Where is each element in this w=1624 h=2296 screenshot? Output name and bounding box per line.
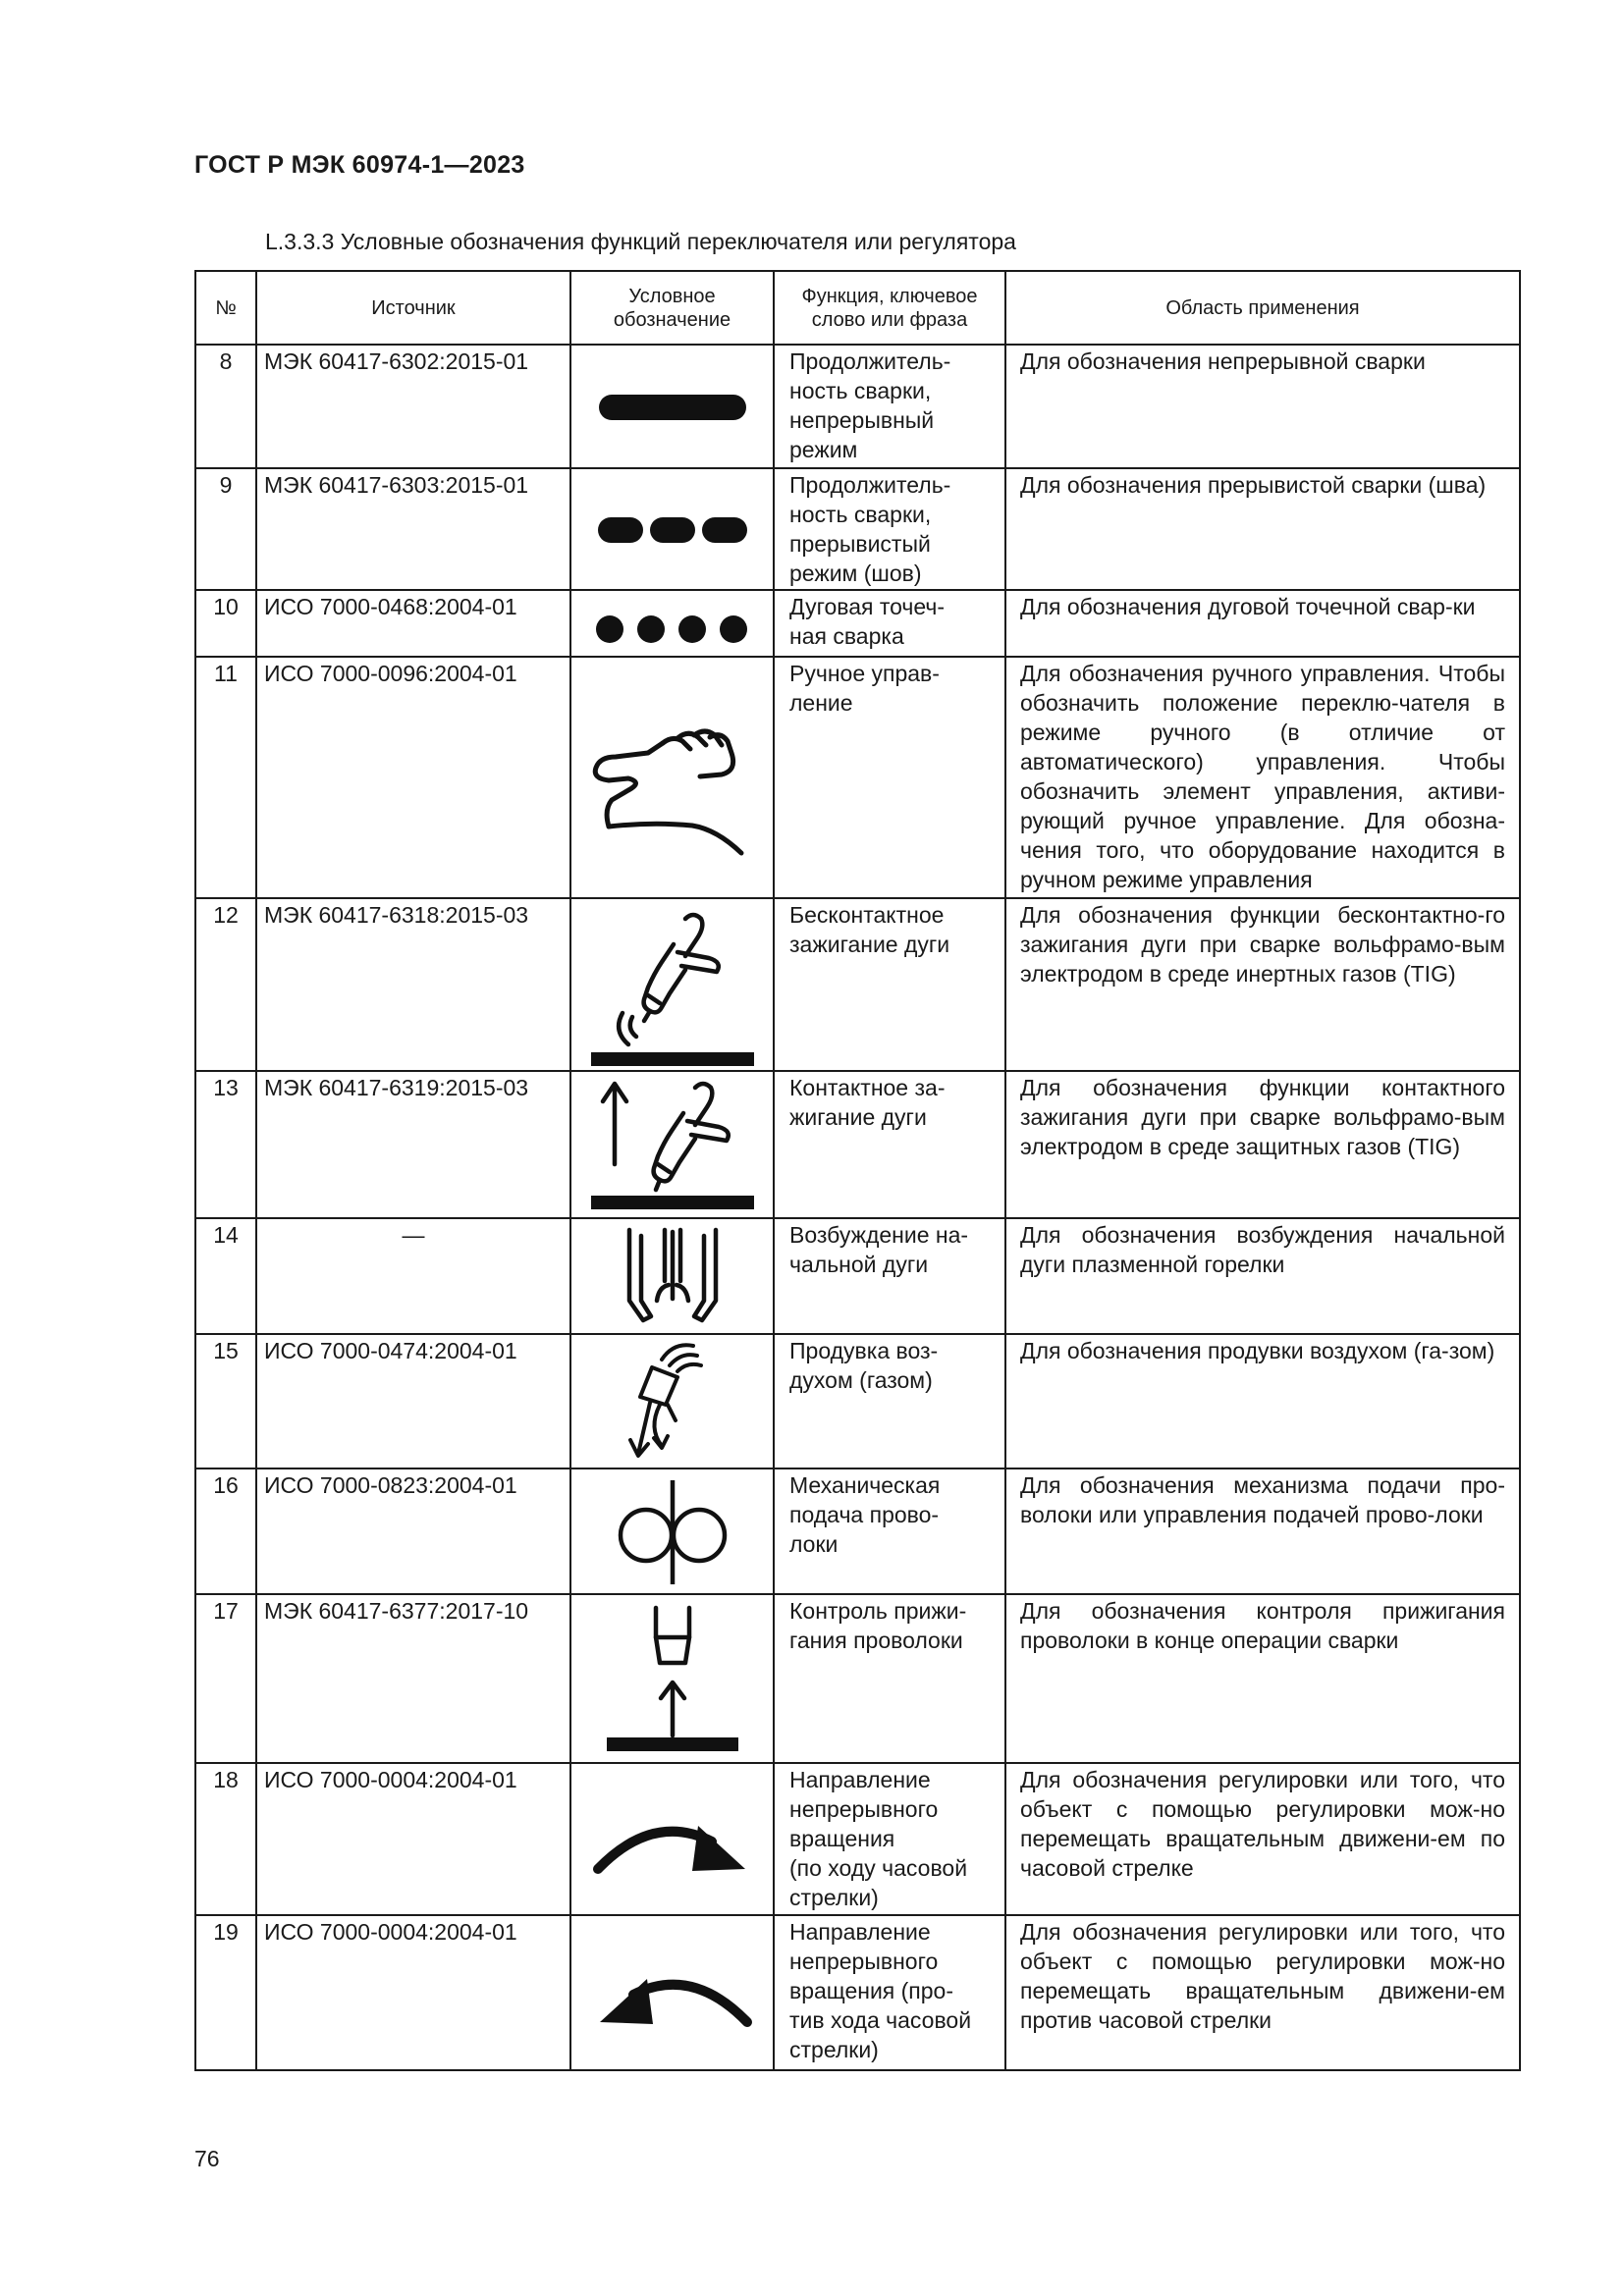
table-row <box>195 590 1520 657</box>
contact-arc-ignition-icon <box>579 1074 766 1216</box>
row-number: 11 <box>195 657 256 898</box>
row-source: ИСО 7000-0823:2004-01 <box>256 1468 570 1594</box>
row-symbol <box>570 1594 774 1763</box>
row-function: Дуговая точеч- ная сварка <box>774 590 1005 657</box>
row-function: Направление непрерывного вращения (по ходу часовой стрелки) <box>774 1763 1005 1915</box>
row-symbol <box>570 590 774 657</box>
row-number: 12 <box>195 898 256 1071</box>
row-area: Для обозначения дуговой точечной свар-ки <box>1005 590 1520 657</box>
header-source: Источник <box>256 271 570 345</box>
row-symbol <box>570 1218 774 1334</box>
counterclockwise-arrow-icon <box>584 1944 761 2042</box>
row-function: Бесконтактное зажигание дуги <box>774 898 1005 1071</box>
row-area: Для обозначения ручного управления. Чтобы обозначить положение переклю-чателя в режиме ручного (в отличие от автоматического) управления. Чтобы обозначить элемент управления, активи-рующий ручное управление. Для обозна-чения того, что оборудование находится в ручном режиме управления <box>1005 657 1520 898</box>
table-row <box>195 1763 1520 1915</box>
document-header: ГОСТ Р МЭК 60974-1—2023 <box>194 151 525 179</box>
table-row <box>195 1594 1520 1763</box>
table-row <box>195 1468 1520 1594</box>
intermittent-weld-icon <box>589 500 756 559</box>
row-function: Механическая подача прово- локи <box>774 1468 1005 1594</box>
row-source: ИСО 7000-0004:2004-01 <box>256 1915 570 2070</box>
clockwise-arrow-icon <box>584 1790 761 1889</box>
row-number: 8 <box>195 345 256 468</box>
pilot-arc-icon <box>614 1222 731 1330</box>
wire-feed-icon <box>609 1472 736 1590</box>
row-source: МЭК 60417-6302:2015-01 <box>256 345 570 468</box>
row-symbol <box>570 1071 774 1218</box>
row-number: 18 <box>195 1763 256 1915</box>
burnback-control-icon <box>599 1600 746 1757</box>
row-symbol <box>570 657 774 898</box>
row-source: МЭК 60417-6318:2015-03 <box>256 898 570 1071</box>
table-row <box>195 1218 1520 1334</box>
row-function: Продолжитель- ность сварки, прерывистый режим (шов) <box>774 468 1005 590</box>
row-number: 19 <box>195 1915 256 2070</box>
row-function: Продолжитель- ность сварки, непрерывный режим <box>774 345 1005 468</box>
row-number: 17 <box>195 1594 256 1763</box>
row-number: 9 <box>195 468 256 590</box>
spot-weld-icon <box>579 594 766 653</box>
table-row <box>195 898 1520 1071</box>
row-function: Продувка воз- духом (газом) <box>774 1334 1005 1468</box>
row-function: Возбуждение на- чальной дуги <box>774 1218 1005 1334</box>
row-source: МЭК 60417-6319:2015-03 <box>256 1071 570 1218</box>
row-area: Для обозначения прерывистой сварки (шва) <box>1005 468 1520 590</box>
row-source: МЭК 60417-6303:2015-01 <box>256 468 570 590</box>
section-title: L.3.3.3 Условные обозначения функций переключателя или регулятора <box>265 229 1016 254</box>
contactless-arc-ignition-icon <box>579 901 766 1068</box>
table-header-row <box>195 271 1520 345</box>
row-function: Контактное за- жигание дуги <box>774 1071 1005 1218</box>
row-area: Для обозначения возбуждения начальной дуги плазменной горелки <box>1005 1218 1520 1334</box>
row-area: Для обозначения механизма подачи про-волоки или управления подачей прово-локи <box>1005 1468 1520 1594</box>
row-number: 10 <box>195 590 256 657</box>
row-number: 13 <box>195 1071 256 1218</box>
row-area: Для обозначения функции бесконтактно-го зажигания дуги при сварке вольфрамо-вым электродом в среде инертных газов (TIG) <box>1005 898 1520 1071</box>
header-symbol: Условное обозначение <box>570 271 774 345</box>
page-number: 76 <box>194 2146 220 2171</box>
table-row <box>195 345 1520 468</box>
row-area: Для обозначения продувки воздухом (га-зом) <box>1005 1334 1520 1468</box>
row-area: Для обозначения функции контактного зажигания дуги при сварке вольфрамо-вым электродом в среде защитных газов (TIG) <box>1005 1071 1520 1218</box>
row-function: Ручное управ- ление <box>774 657 1005 898</box>
row-source: МЭК 60417-6377:2017-10 <box>256 1594 570 1763</box>
row-source: ИСО 7000-0468:2004-01 <box>256 590 570 657</box>
table-row <box>195 1071 1520 1218</box>
row-area: Для обозначения регулировки или того, что объект с помощью регулировки мож-но перемещать вращательным движени-ем против часовой стрелки <box>1005 1915 1520 2070</box>
manual-control-hand-icon <box>584 694 761 861</box>
table-row <box>195 657 1520 898</box>
table-row <box>195 1334 1520 1468</box>
row-symbol <box>570 345 774 468</box>
table-row <box>195 468 1520 590</box>
row-area: Для обозначения регулировки или того, что объект с помощью регулировки мож-но перемещать вращательным движени-ем по часовой стрелке <box>1005 1763 1520 1915</box>
table-row <box>195 1915 1520 2070</box>
header-no: № <box>195 271 256 345</box>
row-symbol <box>570 1334 774 1468</box>
continuous-weld-icon <box>589 377 756 436</box>
row-number: 15 <box>195 1334 256 1468</box>
header-function: Функция, ключевое слово или фраза <box>774 271 1005 345</box>
row-number: 16 <box>195 1468 256 1594</box>
row-source: ИСО 7000-0474:2004-01 <box>256 1334 570 1468</box>
row-symbol <box>570 1763 774 1915</box>
row-source: — <box>256 1218 570 1334</box>
row-symbol <box>570 898 774 1071</box>
header-area: Область применения <box>1005 271 1520 345</box>
row-number: 14 <box>195 1218 256 1334</box>
row-symbol <box>570 1915 774 2070</box>
row-area: Для обозначения контроля прижигания проволоки в конце операции сварки <box>1005 1594 1520 1763</box>
row-symbol <box>570 1468 774 1594</box>
row-source: ИСО 7000-0004:2004-01 <box>256 1763 570 1915</box>
row-area: Для обозначения непрерывной сварки <box>1005 345 1520 468</box>
row-function: Контроль прижи- гания проволоки <box>774 1594 1005 1763</box>
gas-purge-icon <box>619 1338 727 1466</box>
row-symbol <box>570 468 774 590</box>
row-source: ИСО 7000-0096:2004-01 <box>256 657 570 898</box>
symbols-table <box>194 270 1521 2071</box>
row-function: Направление непрерывного вращения (про- тив хода часовой стрелки) <box>774 1915 1005 2070</box>
